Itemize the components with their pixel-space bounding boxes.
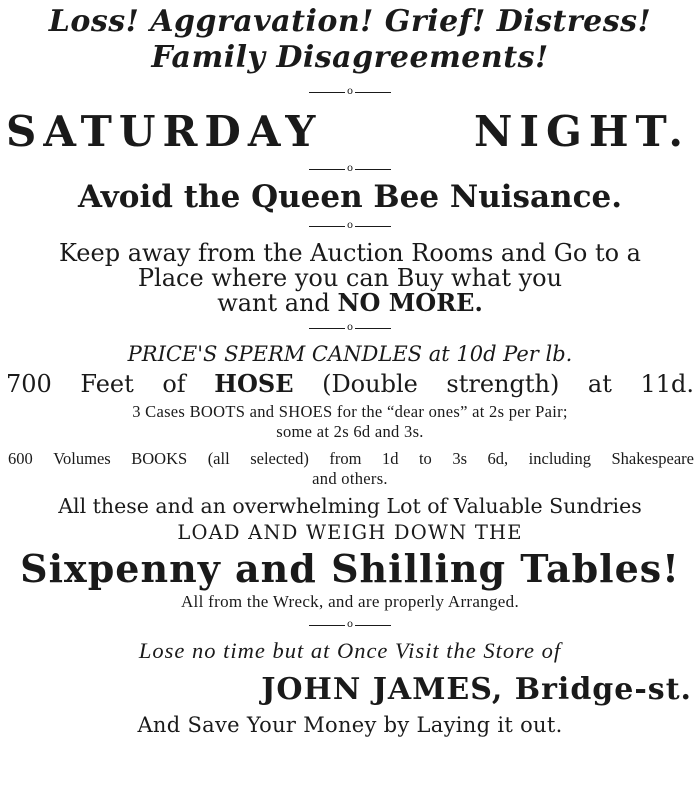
books-word: 1d: [381, 449, 399, 468]
rule-bar: [355, 92, 391, 93]
rule-mark: o: [346, 220, 354, 231]
hose-word-bold: HOSE: [214, 369, 294, 398]
books-line-2: and others.: [312, 468, 388, 488]
rule-bar: [355, 328, 391, 329]
keep-away-line-1: Keep away from the Auction Rooms and Go to a: [59, 239, 641, 267]
divider-rule: [4, 321, 696, 335]
books-word: 600: [8, 449, 33, 468]
boots-line-1: 3 Cases BOOTS and SHOES for the “dear ones” at 2s per Pair;: [132, 402, 568, 421]
load-line: LOAD AND WEIGH DOWN THE: [177, 520, 523, 544]
saturday-word: SATURDAY: [6, 107, 323, 156]
boots-line-2: some at 2s 6d and 3s.: [276, 421, 424, 441]
hose-word: of: [162, 370, 186, 398]
hose-word: 11d.: [640, 370, 694, 398]
avoid-heading: Avoid the Queen Bee Nuisance.: [78, 179, 622, 215]
divider-rule: [4, 162, 696, 176]
books-word: Shakespeare: [611, 449, 694, 468]
books-word: (all: [207, 449, 230, 468]
headline-line-1: Loss! Aggravation! Grief! Distress!: [48, 4, 652, 39]
headline-line-2: Family Disagreements!: [151, 40, 549, 75]
rule-bar: [309, 328, 345, 329]
keep-away-line-3-text: want and: [217, 289, 338, 317]
john-james-signature: JOHN JAMES, Bridge-st.: [261, 671, 692, 707]
keep-away-line-3: [4, 288, 696, 317]
candles-line: PRICE'S SPERM CANDLES at 10d Per lb.: [127, 342, 573, 366]
rule-bar: [355, 625, 391, 626]
lose-no-time-line: Lose no time but at Once Visit the Store of: [138, 638, 562, 663]
books-word: 3s: [452, 449, 467, 468]
rule-bar: [355, 226, 391, 227]
books-word: to: [418, 449, 432, 468]
keep-away-line-2: Place where you can Buy what you: [137, 264, 563, 292]
rule-mark: o: [346, 322, 354, 333]
rule-mark: o: [346, 163, 354, 174]
rule-bar: [309, 92, 345, 93]
hose-word: Feet: [80, 370, 134, 398]
hose-word: 700: [6, 370, 52, 398]
sundries-line: All these and an overwhelming Lot of Valuable Sundries: [58, 494, 642, 518]
divider-rule: [4, 85, 696, 99]
newspaper-advertisement: [0, 4, 700, 809]
tables-heading: Sixpenny and Shilling Tables!: [20, 546, 680, 591]
rule-bar: [309, 226, 345, 227]
divider-rule: [4, 618, 696, 632]
books-word: BOOKS: [131, 449, 188, 468]
hose-word: strength): [446, 370, 560, 398]
divider-rule: [4, 219, 696, 233]
books-line-1: [4, 451, 696, 468]
hose-word: at: [587, 370, 612, 398]
save-money-line: And Save Your Money by Laying it out.: [137, 712, 563, 737]
books-word: Volumes: [53, 449, 111, 468]
books-word: selected): [250, 449, 309, 468]
no-more-emphasis: NO MORE.: [337, 288, 483, 317]
rule-bar: [309, 169, 345, 170]
books-word: including: [528, 449, 591, 468]
wreck-line: All from the Wreck, and are properly Arranged.: [180, 592, 520, 611]
books-word: from: [329, 449, 362, 468]
rule-bar: [355, 169, 391, 170]
books-word: 6d,: [487, 449, 509, 468]
night-word: NIGHT.: [473, 107, 690, 156]
rule-mark: o: [346, 619, 354, 630]
saturday-night-heading: [4, 107, 696, 156]
hose-word: (Double: [322, 370, 418, 398]
hose-line: [4, 369, 696, 398]
rule-mark: o: [346, 86, 354, 97]
rule-bar: [309, 625, 345, 626]
